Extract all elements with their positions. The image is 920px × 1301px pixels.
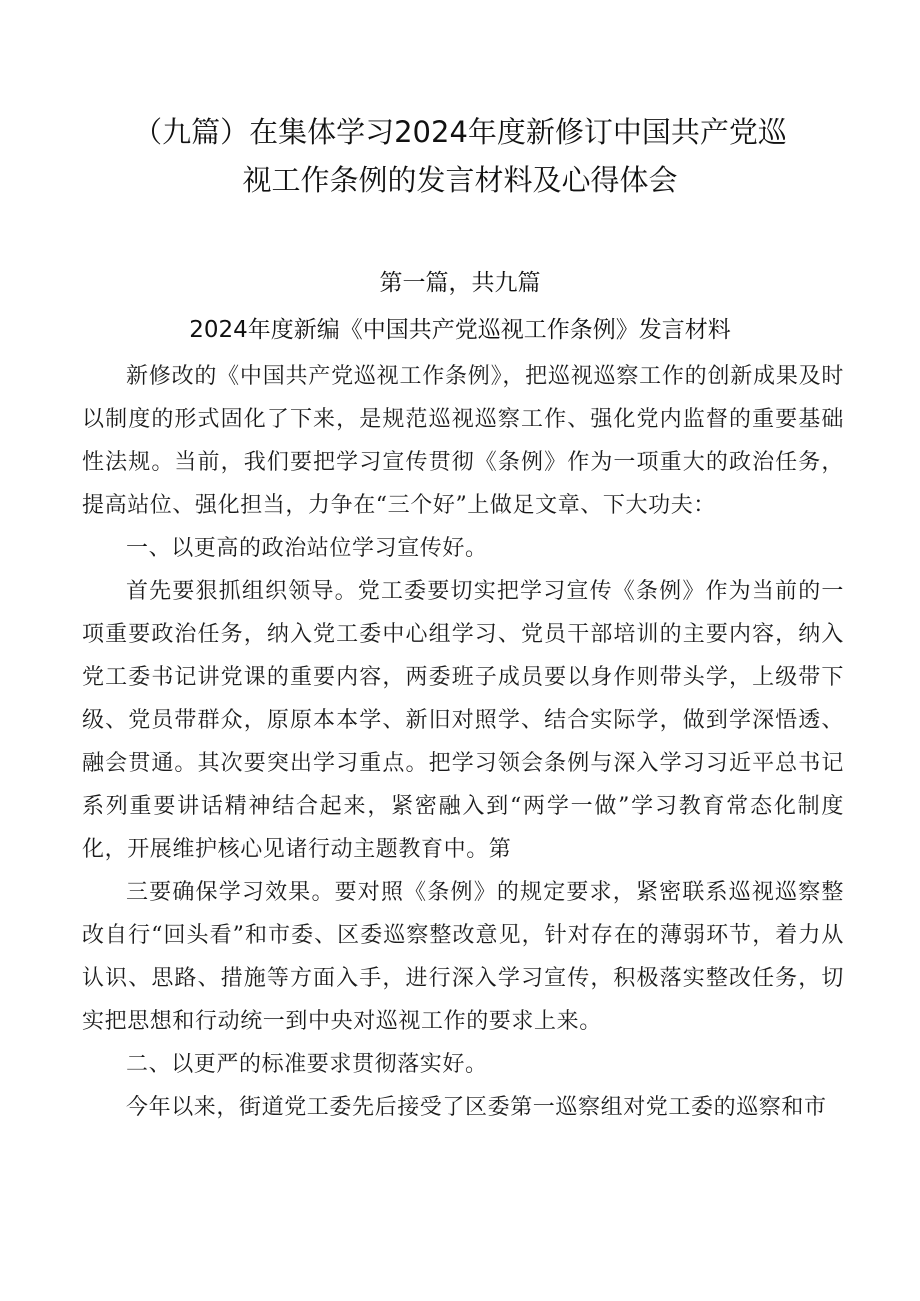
paragraph-point-one-heading: 一、以更高的政治站位学习宣传好。 [126, 536, 488, 561]
document-title-line-2: 视工作条例的发言材料及心得体会 [242, 163, 678, 197]
paragraph-intro: 新修改的《中国共产党巡视工作条例》，把巡视巡察工作的创新成果及时以制度的形式固化了下来，是规范巡视巡察工作、强化党内监督的重要基础性法规。当前，我们要把学习宣传贯彻《条例》作为一项重大的政治任务，提高站位、强化担当，力争在“三个好”上做足文章、下大功夫： [82, 364, 844, 518]
section-subheading: 2024年度新编《中国共产党巡视工作条例》发言材料 [189, 317, 731, 343]
paragraph-organization-leadership: 首先要狠抓组织领导。党工委要切实把学习宣传《条例》作为当前的一项重要政治任务，纳入党工委中心组学习、党员干部培训的主要内容，纳入党工委书记讲党课的重要内容，两委班子成员要以身作则带头学，上级带下级、党员带群众，原原本本学、新旧对照学、结合实际学，做到学深悟透、融会贯通。其次要突出学习重点。把学习领会条例与深入学习习近平总书记系列重要讲话精神结合起来，紧密融入到“两学一做”学习教育常态化制度化，开展维护核心见诸行动主题教育中。第 [82, 579, 844, 862]
document-title-line-1: （九篇）在集体学习2024年度新修订中国共产党巡 [133, 115, 787, 149]
document-title [110, 108, 810, 204]
paragraph-point-two-heading: 二、以更严的标准要求贯彻落实好。 [126, 1052, 488, 1077]
section-heading: 第一篇，共九篇 [379, 270, 541, 296]
paragraph-this-year: 今年以来，街道党工委先后接受了区委第一巡察组对党工委的巡察和市 [126, 1095, 827, 1120]
document-body [82, 355, 844, 1129]
paragraph-learning-effect: 三要确保学习效果。要对照《条例》的规定要求，紧密联系巡视巡察整改自行“回头看”和市委、区委巡察整改意见，针对存在的薄弱环节，着力从认识、思路、措施等方面入手，进行深入学习宣传，积极落实整改任务，切实把思想和行动统一到中央对巡视工作的要求上来。 [82, 880, 844, 1034]
